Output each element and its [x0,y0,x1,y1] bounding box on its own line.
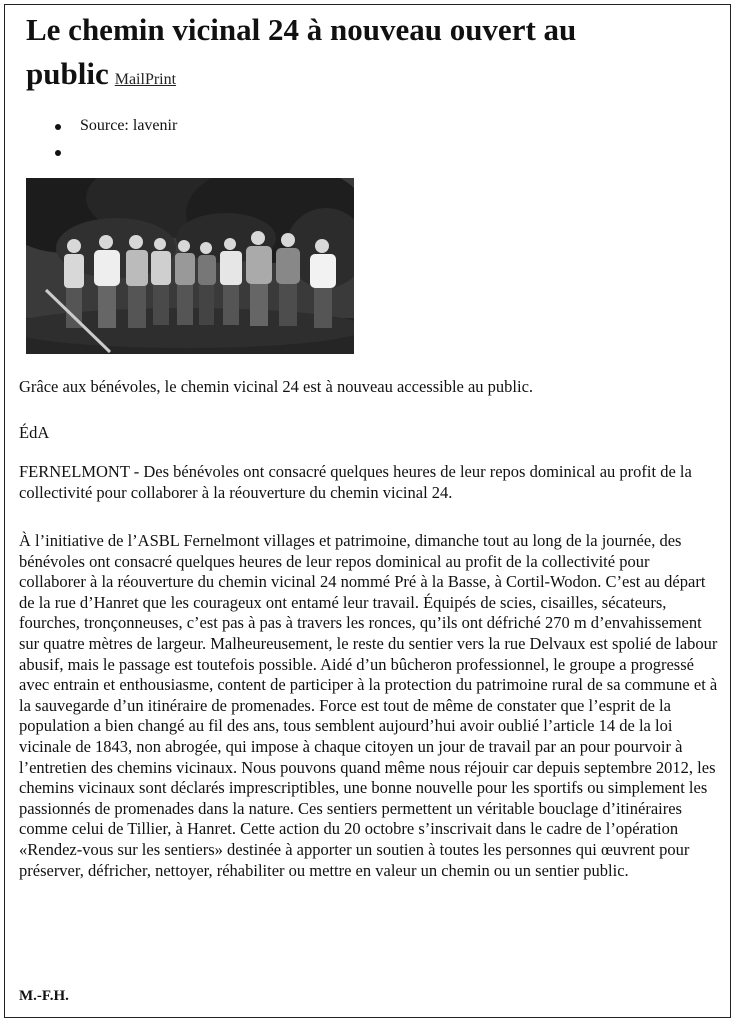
source-item: Source: lavenir [48,116,177,142]
article-title-text: Le chemin vicinal 24 à nouveau ouvert au public [26,12,577,91]
body-paragraph: À l’initiative de l’ASBL Fernelmont villages et patrimoine, dimanche tout au long de la journée, des bénévoles ont consacré quelques heures de leur repos dominical au profit de la collectivité pour collaborer à la réouverture du chemin vicinal 24 nommé Pré à la Basse, à Cortil-Wodon. C’est au départ de la rue d’Hanret que les courageux ont entamé leur travail. Équipés de scies, cisailles, sécateurs, fourches, tronçonneuses, c’est pas à pas à travers les ronces, qu’ils ont défriché 270 m d’envahissement sur quatre mètres de largeur. Malheureusement, le reste du sentier vers la rue Delvaux est spolié de labour abusif, mais le passage est toutefois possible. Aidé d’un bûcheron professionnel, le groupe a progressé avec entrain et enthousiasme, content de participer à la protection du patrimoine rural de sa commune et à la sauvegarde d’un itinéraire de promenades. Force est tout de même de constater que l’esprit de la population a bien changé au fil des ans, tous semblent aujourd’hui avoir oublié l’article 14 de la loi vicinale de 1843, non abrogée, qui impose à chaque citoyen un jour de travail par an pour pourvoir à l’entretien des chemins vicinaux. Nous pouvons quand même nous réjouir car depuis septembre 2012, les chemins vicinaux sont déclarés imprescriptibles, une bonne nouvelle pour les sportifs ou simplement les passionnés de promenades dans la nature. Ces sentiers permettent un véritable bouclage d’itinéraires comme celui de Tillier, à Hanret. Cette action du 20 octobre s’inscrivait dans le cadre de l’opération «Rendez-vous sur les sentiers» destinée à apporter un soutien à toutes les personnes qui œuvrent pour préserver, défricher, nettoyer, réhabiliter ou mettre en valeur un chemin ou un sentier public. [19,531,718,880]
source-list [48,116,177,168]
mailprint-link[interactable]: MailPrint [114,71,177,88]
photo-caption: Grâce aux bénévoles, le chemin vicinal 24 est à nouveau accessible au public. [19,377,534,396]
author-signature: M.-F.H. [19,988,69,1004]
volunteers-photo [26,178,354,354]
lead-paragraph: FERNELMONT - Des bénévoles ont consacré quelques heures de leur repos dominical au profit de la collectivité pour collaborer à la réouverture du chemin vicinal 24. [19,462,692,502]
article-title [26,8,716,102]
empty-bullet-item [48,142,177,168]
agency-credit: ÉdA [19,423,50,442]
volunteers-photo-image [26,178,354,354]
